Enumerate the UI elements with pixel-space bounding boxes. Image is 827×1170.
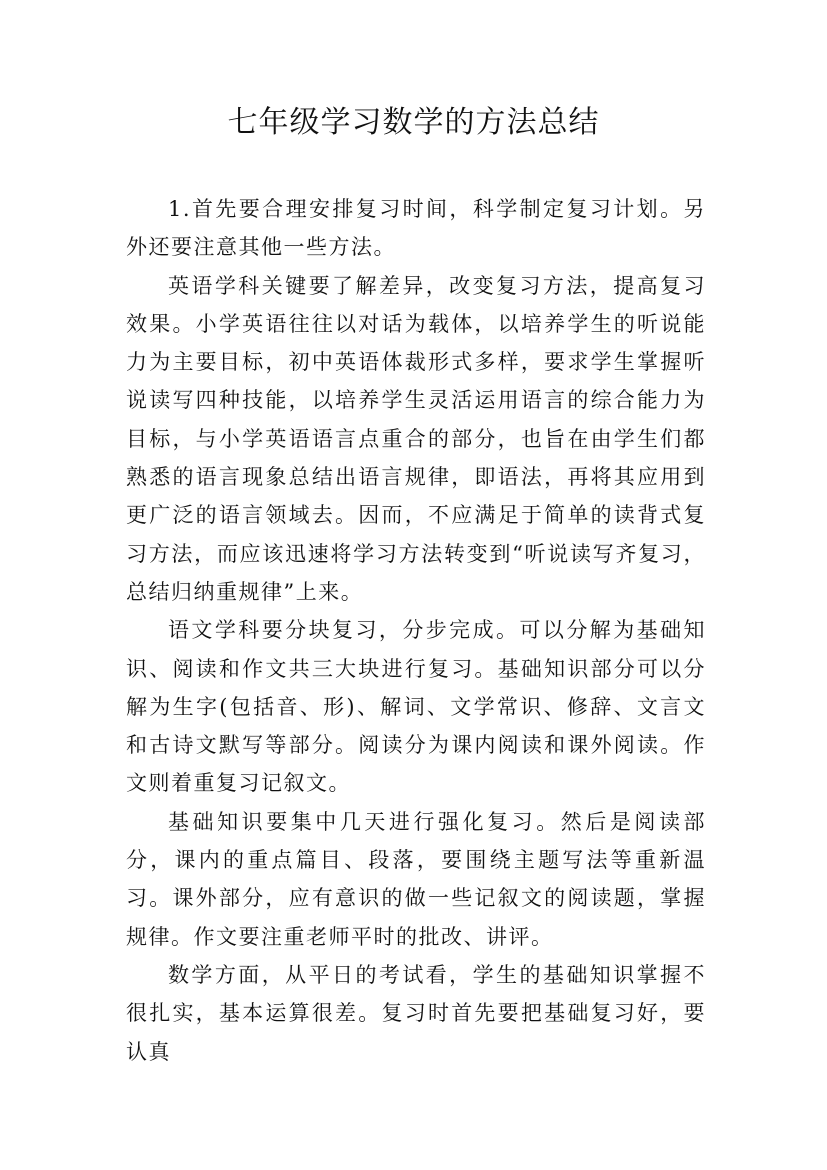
paragraph-3: 语文学科要分块复习，分步完成。可以分解为基础知识、阅读和作文共三大块进行复习。基础知识部分可以分解为生字(包括音、形)、解词、文学常识、修辞、文言文和古诗文默写等部分。阅读分为课内阅读和课外阅读。作文则着重复习记叙文。 [126, 618, 706, 796]
paragraph-4: 基础知识要集中几天进行强化复习。然后是阅读部分，课内的重点篇目、段落，要围绕主题写法等重新温习。课外部分，应有意识的做一些记叙文的阅读题，掌握规律。作文要注重老师平时的批改、讲评。 [126, 809, 706, 949]
paragraph-2: 英语学科关键要了解差异，改变复习方法，提高复习效果。小学英语往往以对话为载体，以培养学生的听说能力为主要目标，初中英语体裁形式多样，要求学生掌握听说读写四种技能，以培养学生灵活运用语言的综合能力为目标，与小学英语语言点重合的部分，也旨在由学生们都熟悉的语言现象总结出语言规律，即语法，再将其应用到更广泛的语言领域去。因而，不应满足于简单的读背式复习方法，而应该迅速将学习方法转变到“听说读写齐复习，总结归纳重规律”上来。 [126, 273, 706, 604]
document-title: 七年级学习数学的方法总结 [227, 105, 600, 140]
paragraph-1: 1.首先要合理安排复习时间，科学制定复习计划。另外还要注意其他一些方法。 [126, 197, 706, 260]
paragraph-5: 数学方面，从平日的考试看，学生的基础知识掌握不很扎实，基本运算很差。复习时首先要把基础复习好，要认真 [126, 962, 706, 1064]
document-body [126, 190, 706, 1071]
